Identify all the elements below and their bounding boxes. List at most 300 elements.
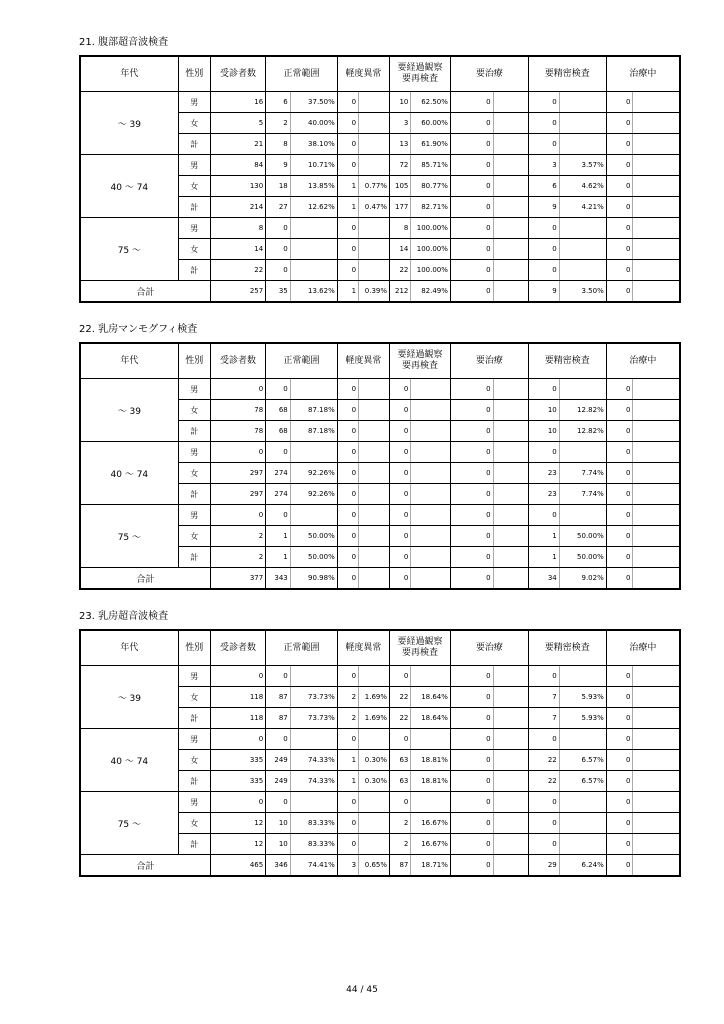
header-detailed: 要精密検査 — [528, 343, 606, 379]
normal-percent-cell: 92.26% — [290, 463, 337, 484]
mild-percent-cell — [359, 666, 390, 687]
mild-count-cell: 0 — [337, 834, 358, 855]
total-row — [80, 568, 680, 590]
normal-percent-cell: 87.18% — [290, 400, 337, 421]
followup-count-cell: 22 — [390, 687, 411, 708]
normal-count-cell: 249 — [266, 771, 291, 792]
table-row — [80, 792, 680, 813]
normal-percent-cell: 38.10% — [290, 134, 337, 155]
age-group-cell: 〜 39 — [80, 666, 178, 729]
sex-cell: 男 — [178, 792, 210, 813]
section-title: 21. 腹部超音波検査 — [79, 37, 169, 48]
normal-percent-cell — [290, 239, 337, 260]
examinees-cell: 2 — [210, 547, 266, 568]
treatment-percent-cell — [493, 547, 528, 568]
normal-percent-cell: 73.73% — [290, 687, 337, 708]
examinees-cell: 335 — [210, 771, 266, 792]
followup-count-cell: 10 — [390, 92, 411, 113]
sex-cell: 計 — [178, 484, 210, 505]
treatment-percent-cell — [493, 666, 528, 687]
treatment-percent-cell — [493, 281, 528, 303]
followup-count-cell: 63 — [390, 750, 411, 771]
mild-count-cell: 2 — [337, 708, 358, 729]
under-treatment-percent-cell — [633, 92, 680, 113]
treatment-percent-cell — [493, 729, 528, 750]
examinees-cell: 5 — [210, 113, 266, 134]
detailed-percent-cell: 4.62% — [559, 176, 606, 197]
examinees-cell: 0 — [210, 666, 266, 687]
treatment-percent-cell — [493, 260, 528, 281]
under-treatment-count-cell: 0 — [606, 421, 633, 442]
treatment-percent-cell — [493, 400, 528, 421]
under-treatment-count-cell: 0 — [606, 729, 633, 750]
normal-count-cell: 0 — [266, 239, 291, 260]
detailed-count-cell: 0 — [528, 792, 559, 813]
treatment-percent-cell — [493, 92, 528, 113]
normal-percent-cell — [290, 666, 337, 687]
mild-count-cell: 0 — [337, 113, 358, 134]
under-treatment-percent-cell — [633, 134, 680, 155]
followup-percent-cell — [411, 463, 451, 484]
normal-percent-cell: 74.33% — [290, 771, 337, 792]
header-normal: 正常範囲 — [266, 343, 338, 379]
under-treatment-count-cell: 0 — [606, 834, 633, 855]
detailed-count-cell: 10 — [528, 400, 559, 421]
under-treatment-percent-cell — [633, 218, 680, 239]
sex-cell: 女 — [178, 239, 210, 260]
normal-count-cell: 9 — [266, 155, 291, 176]
treatment-percent-cell — [493, 505, 528, 526]
detailed-percent-cell: 6.57% — [559, 750, 606, 771]
detailed-count-cell: 22 — [528, 750, 559, 771]
normal-count-cell: 0 — [266, 666, 291, 687]
treatment-percent-cell — [493, 176, 528, 197]
treatment-percent-cell — [493, 463, 528, 484]
header-examinees: 受診者数 — [210, 56, 266, 92]
under-treatment-percent-cell — [633, 547, 680, 568]
under-treatment-count-cell: 0 — [606, 197, 633, 218]
table-row — [80, 729, 680, 750]
header-under-treatment: 治療中 — [606, 343, 680, 379]
normal-count-cell: 68 — [266, 421, 291, 442]
under-treatment-percent-cell — [633, 687, 680, 708]
followup-count-cell: 0 — [390, 442, 411, 463]
treatment-count-cell: 0 — [450, 834, 493, 855]
header-row — [80, 630, 680, 666]
header-treatment: 要治療 — [450, 630, 528, 666]
treatment-count-cell: 0 — [450, 666, 493, 687]
treatment-percent-cell — [493, 421, 528, 442]
normal-count-cell: 0 — [266, 442, 291, 463]
examinees-cell: 0 — [210, 379, 266, 400]
under-treatment-percent-cell — [633, 526, 680, 547]
mild-percent-cell — [359, 134, 390, 155]
mild-count-cell: 1 — [337, 176, 358, 197]
sex-cell: 男 — [178, 379, 210, 400]
mild-percent-cell — [359, 442, 390, 463]
header-followup-line2: 要再検査 — [401, 648, 438, 658]
examinees-cell: 12 — [210, 834, 266, 855]
result-table — [79, 55, 681, 303]
treatment-percent-cell — [493, 197, 528, 218]
treatment-count-cell: 0 — [450, 708, 493, 729]
followup-percent-cell: 62.50% — [411, 92, 451, 113]
under-treatment-count-cell: 0 — [606, 92, 633, 113]
normal-count-cell: 18 — [266, 176, 291, 197]
age-group-cell: 40 〜 74 — [80, 729, 178, 792]
header-age: 年代 — [80, 630, 178, 666]
under-treatment-percent-cell — [633, 379, 680, 400]
treatment-percent-cell — [493, 379, 528, 400]
header-mild: 軽度異常 — [337, 343, 389, 379]
under-treatment-percent-cell — [633, 568, 680, 590]
followup-count-cell: 0 — [390, 379, 411, 400]
under-treatment-count-cell: 0 — [606, 771, 633, 792]
detailed-count-cell: 0 — [528, 113, 559, 134]
followup-percent-cell — [411, 792, 451, 813]
followup-count-cell: 87 — [390, 855, 411, 877]
followup-count-cell: 212 — [390, 281, 411, 303]
detailed-count-cell: 9 — [528, 281, 559, 303]
mild-percent-cell — [359, 113, 390, 134]
normal-count-cell: 10 — [266, 813, 291, 834]
followup-percent-cell — [411, 568, 451, 590]
detailed-percent-cell: 12.82% — [559, 400, 606, 421]
under-treatment-count-cell: 0 — [606, 155, 633, 176]
sex-cell: 男 — [178, 666, 210, 687]
under-treatment-percent-cell — [633, 505, 680, 526]
treatment-percent-cell — [493, 484, 528, 505]
table-row — [80, 155, 680, 176]
mild-percent-cell — [359, 792, 390, 813]
mild-percent-cell — [359, 155, 390, 176]
examinees-cell: 0 — [210, 729, 266, 750]
followup-count-cell: 0 — [390, 792, 411, 813]
normal-percent-cell: 50.00% — [290, 547, 337, 568]
mild-count-cell: 0 — [337, 260, 358, 281]
examinees-cell: 130 — [210, 176, 266, 197]
normal-percent-cell — [290, 260, 337, 281]
under-treatment-count-cell: 0 — [606, 134, 633, 155]
examinees-cell: 22 — [210, 260, 266, 281]
mild-count-cell: 0 — [337, 442, 358, 463]
normal-percent-cell — [290, 379, 337, 400]
header-mild: 軽度異常 — [337, 56, 389, 92]
header-detailed: 要精密検査 — [528, 630, 606, 666]
under-treatment-percent-cell — [633, 197, 680, 218]
under-treatment-percent-cell — [633, 484, 680, 505]
mild-percent-cell — [359, 813, 390, 834]
sex-cell: 女 — [178, 400, 210, 421]
normal-percent-cell — [290, 792, 337, 813]
followup-count-cell: 0 — [390, 400, 411, 421]
treatment-percent-cell — [493, 526, 528, 547]
under-treatment-percent-cell — [633, 750, 680, 771]
mild-percent-cell — [359, 547, 390, 568]
followup-count-cell: 0 — [390, 484, 411, 505]
sex-cell: 男 — [178, 505, 210, 526]
total-label: 合計 — [80, 568, 210, 590]
page-number: 44 / 45 — [346, 985, 378, 995]
header-row — [80, 56, 680, 92]
followup-percent-cell: 16.67% — [411, 834, 451, 855]
followup-percent-cell: 18.81% — [411, 771, 451, 792]
followup-count-cell: 0 — [390, 526, 411, 547]
followup-percent-cell: 100.00% — [411, 239, 451, 260]
treatment-count-cell: 0 — [450, 400, 493, 421]
under-treatment-percent-cell — [633, 113, 680, 134]
followup-count-cell: 3 — [390, 113, 411, 134]
detailed-percent-cell — [559, 218, 606, 239]
followup-count-cell: 0 — [390, 505, 411, 526]
followup-percent-cell: 100.00% — [411, 260, 451, 281]
section-title: 22. 乳房マンモグフィ検査 — [79, 324, 198, 335]
treatment-percent-cell — [493, 834, 528, 855]
normal-count-cell: 0 — [266, 218, 291, 239]
under-treatment-count-cell: 0 — [606, 708, 633, 729]
under-treatment-percent-cell — [633, 260, 680, 281]
mild-percent-cell: 0.30% — [359, 750, 390, 771]
mild-percent-cell: 0.65% — [359, 855, 390, 877]
mild-count-cell: 0 — [337, 400, 358, 421]
treatment-count-cell: 0 — [450, 113, 493, 134]
total-row — [80, 855, 680, 877]
followup-count-cell: 22 — [390, 708, 411, 729]
examinees-cell: 2 — [210, 526, 266, 547]
under-treatment-count-cell: 0 — [606, 505, 633, 526]
followup-count-cell: 8 — [390, 218, 411, 239]
under-treatment-count-cell: 0 — [606, 687, 633, 708]
mild-percent-cell — [359, 379, 390, 400]
normal-count-cell: 2 — [266, 113, 291, 134]
under-treatment-count-cell: 0 — [606, 281, 633, 303]
detailed-percent-cell: 6.57% — [559, 771, 606, 792]
header-age: 年代 — [80, 56, 178, 92]
mild-count-cell: 0 — [337, 526, 358, 547]
followup-percent-cell: 16.67% — [411, 813, 451, 834]
examinees-cell: 78 — [210, 400, 266, 421]
under-treatment-count-cell: 0 — [606, 750, 633, 771]
header-normal: 正常範囲 — [266, 56, 338, 92]
under-treatment-count-cell: 0 — [606, 379, 633, 400]
normal-percent-cell — [290, 442, 337, 463]
detailed-percent-cell — [559, 505, 606, 526]
mild-percent-cell — [359, 526, 390, 547]
followup-percent-cell — [411, 484, 451, 505]
header-normal: 正常範囲 — [266, 630, 338, 666]
section-title: 23. 乳房超音波検査 — [79, 611, 169, 622]
result-table — [79, 629, 681, 877]
mild-percent-cell: 0.77% — [359, 176, 390, 197]
detailed-percent-cell: 6.24% — [559, 855, 606, 877]
followup-percent-cell — [411, 442, 451, 463]
header-under-treatment: 治療中 — [606, 56, 680, 92]
followup-percent-cell — [411, 379, 451, 400]
normal-count-cell: 249 — [266, 750, 291, 771]
sex-cell: 男 — [178, 729, 210, 750]
header-examinees: 受診者数 — [210, 630, 266, 666]
followup-percent-cell: 100.00% — [411, 218, 451, 239]
mild-count-cell: 0 — [337, 568, 358, 590]
mild-count-cell: 0 — [337, 379, 358, 400]
mild-percent-cell — [359, 463, 390, 484]
examinees-cell: 14 — [210, 239, 266, 260]
treatment-count-cell: 0 — [450, 687, 493, 708]
header-followup — [390, 343, 451, 379]
under-treatment-percent-cell — [633, 855, 680, 877]
age-group-cell: 〜 39 — [80, 379, 178, 442]
under-treatment-count-cell: 0 — [606, 463, 633, 484]
followup-percent-cell — [411, 400, 451, 421]
sex-cell: 計 — [178, 708, 210, 729]
normal-percent-cell: 10.71% — [290, 155, 337, 176]
normal-count-cell: 8 — [266, 134, 291, 155]
treatment-percent-cell — [493, 155, 528, 176]
age-group-cell: 〜 39 — [80, 92, 178, 155]
mild-count-cell: 1 — [337, 197, 358, 218]
treatment-percent-cell — [493, 792, 528, 813]
followup-percent-cell: 60.00% — [411, 113, 451, 134]
mild-percent-cell — [359, 834, 390, 855]
followup-count-cell: 0 — [390, 729, 411, 750]
treatment-count-cell: 0 — [450, 442, 493, 463]
header-mild: 軽度異常 — [337, 630, 389, 666]
mild-count-cell: 2 — [337, 687, 358, 708]
treatment-count-cell: 0 — [450, 771, 493, 792]
mild-count-cell: 0 — [337, 813, 358, 834]
under-treatment-count-cell: 0 — [606, 218, 633, 239]
detailed-percent-cell: 9.02% — [559, 568, 606, 590]
header-detailed: 要精密検査 — [528, 56, 606, 92]
followup-percent-cell — [411, 526, 451, 547]
detailed-count-cell: 0 — [528, 442, 559, 463]
under-treatment-count-cell: 0 — [606, 792, 633, 813]
treatment-percent-cell — [493, 855, 528, 877]
treatment-count-cell: 0 — [450, 484, 493, 505]
examinees-cell: 118 — [210, 687, 266, 708]
examinees-cell: 214 — [210, 197, 266, 218]
detailed-percent-cell: 50.00% — [559, 526, 606, 547]
detailed-percent-cell — [559, 379, 606, 400]
examinees-cell: 8 — [210, 218, 266, 239]
mild-count-cell: 0 — [337, 484, 358, 505]
normal-count-cell: 0 — [266, 505, 291, 526]
header-followup — [390, 630, 451, 666]
under-treatment-percent-cell — [633, 155, 680, 176]
followup-count-cell: 2 — [390, 813, 411, 834]
followup-percent-cell: 61.90% — [411, 134, 451, 155]
mild-count-cell: 0 — [337, 134, 358, 155]
result-table — [79, 342, 681, 590]
sex-cell: 女 — [178, 463, 210, 484]
detailed-count-cell: 0 — [528, 239, 559, 260]
mild-percent-cell — [359, 505, 390, 526]
treatment-count-cell: 0 — [450, 547, 493, 568]
mild-percent-cell — [359, 729, 390, 750]
detailed-percent-cell — [559, 834, 606, 855]
detailed-percent-cell — [559, 92, 606, 113]
normal-percent-cell: 13.85% — [290, 176, 337, 197]
sex-cell: 計 — [178, 197, 210, 218]
treatment-count-cell: 0 — [450, 729, 493, 750]
treatment-count-cell: 0 — [450, 750, 493, 771]
detailed-count-cell: 1 — [528, 526, 559, 547]
followup-count-cell: 0 — [390, 547, 411, 568]
mild-count-cell: 0 — [337, 421, 358, 442]
under-treatment-percent-cell — [633, 666, 680, 687]
under-treatment-count-cell: 0 — [606, 526, 633, 547]
treatment-count-cell: 0 — [450, 218, 493, 239]
followup-count-cell: 177 — [390, 197, 411, 218]
treatment-count-cell: 0 — [450, 792, 493, 813]
treatment-percent-cell — [493, 239, 528, 260]
normal-percent-cell: 87.18% — [290, 421, 337, 442]
header-followup — [390, 56, 451, 92]
examinees-cell: 0 — [210, 792, 266, 813]
detailed-percent-cell: 7.74% — [559, 463, 606, 484]
under-treatment-percent-cell — [633, 813, 680, 834]
treatment-percent-cell — [493, 813, 528, 834]
detailed-percent-cell: 50.00% — [559, 547, 606, 568]
mild-count-cell: 0 — [337, 155, 358, 176]
detailed-count-cell: 0 — [528, 834, 559, 855]
normal-count-cell: 27 — [266, 197, 291, 218]
followup-percent-cell — [411, 729, 451, 750]
under-treatment-percent-cell — [633, 400, 680, 421]
detailed-percent-cell — [559, 239, 606, 260]
detailed-percent-cell: 3.50% — [559, 281, 606, 303]
table-row — [80, 505, 680, 526]
normal-count-cell: 274 — [266, 484, 291, 505]
sex-cell: 男 — [178, 442, 210, 463]
examinees-cell: 0 — [210, 442, 266, 463]
header-followup-line1: 要経過観察 — [397, 350, 443, 360]
followup-count-cell: 13 — [390, 134, 411, 155]
detailed-percent-cell — [559, 260, 606, 281]
under-treatment-percent-cell — [633, 708, 680, 729]
treatment-count-cell: 0 — [450, 505, 493, 526]
normal-percent-cell: 50.00% — [290, 526, 337, 547]
followup-percent-cell: 18.71% — [411, 855, 451, 877]
normal-count-cell: 87 — [266, 687, 291, 708]
normal-percent-cell: 90.98% — [290, 568, 337, 590]
mild-percent-cell: 0.30% — [359, 771, 390, 792]
under-treatment-percent-cell — [633, 729, 680, 750]
treatment-count-cell: 0 — [450, 463, 493, 484]
followup-count-cell: 63 — [390, 771, 411, 792]
mild-count-cell: 0 — [337, 92, 358, 113]
treatment-percent-cell — [493, 750, 528, 771]
header-followup-line1: 要経過観察 — [397, 63, 443, 73]
followup-count-cell: 0 — [390, 666, 411, 687]
detailed-count-cell: 7 — [528, 687, 559, 708]
age-group-cell: 75 〜 — [80, 218, 178, 281]
followup-count-cell: 0 — [390, 463, 411, 484]
total-label: 合計 — [80, 855, 210, 877]
detailed-percent-cell — [559, 113, 606, 134]
normal-count-cell: 1 — [266, 526, 291, 547]
sex-cell: 男 — [178, 155, 210, 176]
treatment-percent-cell — [493, 442, 528, 463]
detailed-count-cell: 0 — [528, 218, 559, 239]
age-group-cell: 40 〜 74 — [80, 442, 178, 505]
detailed-percent-cell: 4.21% — [559, 197, 606, 218]
under-treatment-count-cell: 0 — [606, 442, 633, 463]
mild-percent-cell — [359, 400, 390, 421]
normal-count-cell: 274 — [266, 463, 291, 484]
mild-count-cell: 0 — [337, 792, 358, 813]
detailed-count-cell: 0 — [528, 813, 559, 834]
